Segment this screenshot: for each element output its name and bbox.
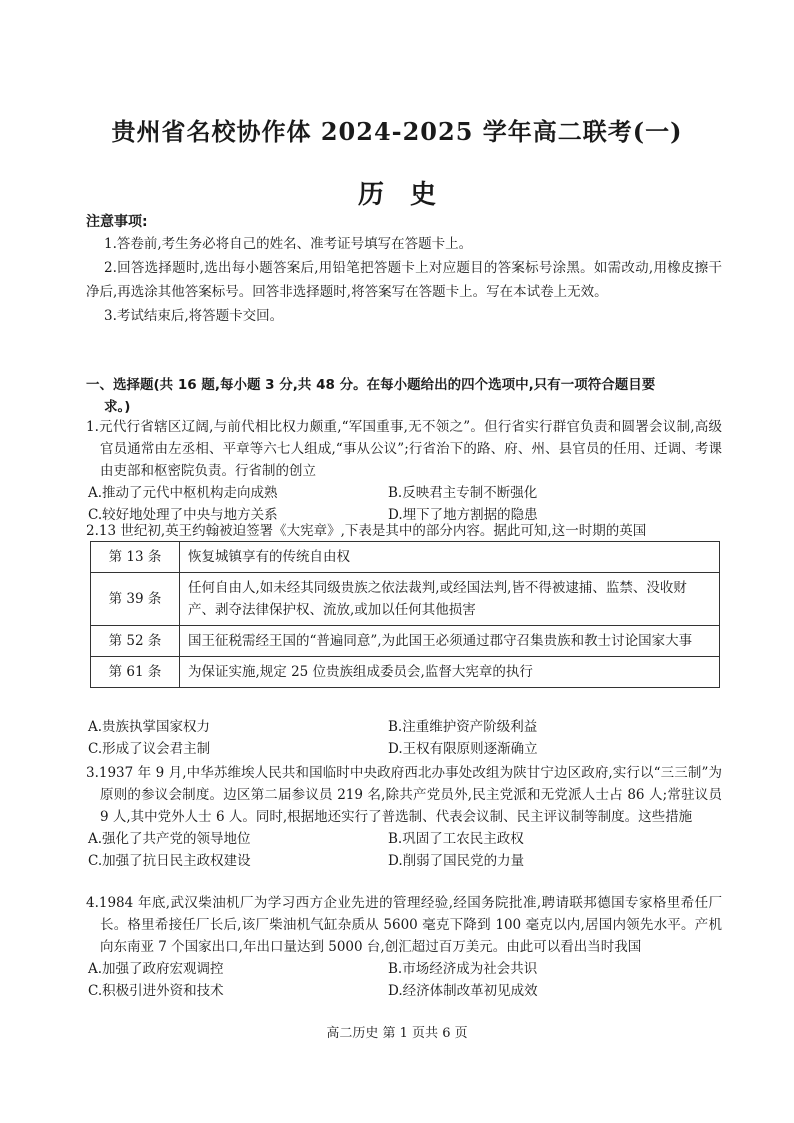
section-heading [86, 374, 722, 418]
question-stem: 1.元代行省辖区辽阔,与前代相比权力颇重,“军国重事,无不领之”。但行省实行群官负责和圆署会议制,高级官员通常由左丞相、平章等六七人组成,“事从公议”;行省治下的路、府、州、县官员的任用、迁调、考课由吏部和枢密院负责。行省制的创立 [86, 419, 722, 479]
question-4 [86, 892, 722, 1002]
table-cell-article: 第 52 条 [91, 626, 180, 657]
option-a: A.加强了政府宏观调控 [88, 961, 224, 977]
option-c: C.积极引进外资和技术 [88, 983, 224, 999]
option-c: C.形成了议会君主制 [88, 741, 211, 757]
notes-heading: 注意事项: [86, 214, 148, 230]
option-d: D.王权有限原则逐渐确立 [388, 741, 538, 757]
subject-title: 历史 [357, 180, 462, 210]
notes-item: 1.答卷前,考生务必将自己的姓名、准考证号填写在答题卡上。 [104, 236, 473, 252]
table-cell-article: 第 61 条 [91, 657, 180, 688]
option-c: C.较好地处理了中央与地方关系 [88, 507, 278, 523]
section-heading-line: 一、选择题(共 16 题,每小题 3 分,共 48 分。在每小题给出的四个选项中,只有一项符合题目要 [86, 377, 656, 393]
page-footer: 高二历史 第 1 页共 6 页 [326, 1026, 468, 1041]
option-b: B.巩固了工农民主政权 [388, 831, 524, 847]
notes-item: 2.回答选择题时,选出每小题答案后,用铅笔把答题卡上对应题目的答案标号涂黑。如需改动,用橡皮擦干净后,再选涂其他答案标号。回答非选择题时,将答案写在答题卡上。写在本试卷上无效。 [86, 260, 722, 300]
question-2-options [86, 716, 722, 760]
options [86, 958, 722, 1002]
table-row [91, 542, 720, 573]
table-row [91, 626, 720, 657]
table-cell-article: 第 13 条 [91, 542, 180, 573]
table-cell-content: 为保证实施,规定 25 位贵族组成委员会,监督大宪章的执行 [180, 657, 720, 688]
question-2 [86, 520, 722, 542]
option-d: D.埋下了地方割据的隐患 [388, 507, 538, 523]
magna-carta-table [90, 541, 720, 688]
question-stem: 2.13 世纪初,英王约翰被迫签署《大宪章》,下表是其中的部分内容。据此可知,这一时期的英国 [86, 523, 647, 539]
section-heading-line: 求。) [104, 399, 131, 415]
table-cell-content: 恢复城镇享有的传统自由权 [180, 542, 720, 573]
option-a: A.推动了元代中枢机构走向成熟 [88, 485, 278, 501]
table-row [91, 657, 720, 688]
question-1 [86, 416, 722, 526]
table-row [91, 573, 720, 626]
option-c: C.加强了抗日民主政权建设 [88, 853, 251, 869]
option-a: A.贵族执掌国家权力 [88, 719, 211, 735]
option-b: B.市场经济成为社会共识 [388, 961, 538, 977]
option-a: A.强化了共产党的领导地位 [88, 831, 251, 847]
table-cell-content: 任何自由人,如未经其同级贵族之依法裁判,或经国法判,皆不得被逮捕、监禁、没收财产、剥夺法律保护权、流放,或加以任何其他损害 [180, 573, 720, 626]
option-d: D.削弱了国民党的力量 [388, 853, 525, 869]
table-cell-article: 第 39 条 [91, 573, 180, 626]
options [86, 716, 722, 760]
table-cell-content: 国王征税需经王国的“普遍同意”,为此国王必须通过郡守召集贵族和教士讨论国家大事 [180, 626, 720, 657]
option-b: B.注重维护资产阶级利益 [388, 719, 538, 735]
notes-item: 3.考试结束后,将答题卡交回。 [104, 308, 284, 324]
options [86, 828, 722, 872]
question-stem: 3.1937 年 9 月,中华苏维埃人民共和国临时中央政府西北办事处改组为陕甘宁边区政府,实行以“三三制”为原则的参议会制度。边区第二届参议员 219 名,除共产党员外,民主党派和无党派人士占 86 人;常驻议员 9 人,其中党外人士 6 人。同时,根据地还实行了普选制、代表会议制、民主评议制等制度。这些措施 [86, 765, 722, 825]
option-b: B.反映君主专制不断强化 [388, 485, 538, 501]
question-stem: 4.1984 年底,武汉柴油机厂为学习西方企业先进的管理经验,经国务院批准,聘请联邦德国专家格里希任厂长。格里希接任厂长后,该厂柴油机气缸杂质从 5600 毫克下降到 100 毫克以内,居国内领先水平。产机向东南亚 7 个国家出口,年出口量达到 5000 台,创汇超过百万美元。由此可以看出当时我国 [86, 895, 722, 955]
question-3 [86, 762, 722, 872]
notes-list [86, 232, 722, 328]
exam-title: 贵州省名校协作体 2024-2025 学年高二联考(一) [111, 117, 683, 146]
option-d: D.经济体制改革初见成效 [388, 983, 538, 999]
